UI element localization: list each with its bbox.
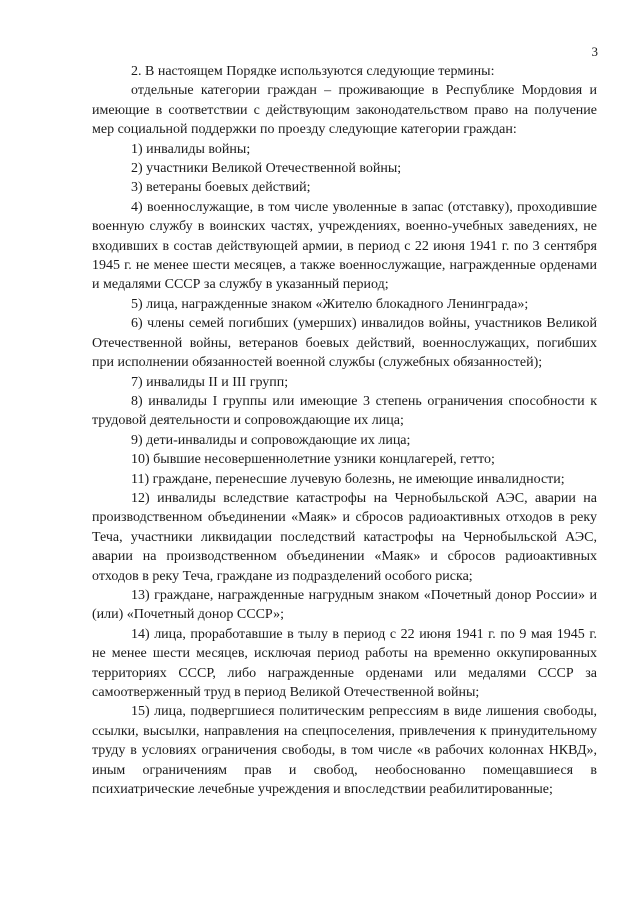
list-item: 11) граждане, перенесшие лучевую болезнь, не имеющие инвалидности; [131,471,565,487]
list-item: 6) члены семей погибших (умерших) инвалидов войны, участников Великой Отечественной войны, ветеранов боевых действий, военнослужащих, погибших при исполнении обязанностей военной службы (служебных обязанностей); [92,316,597,371]
list-item: 1) инвалиды войны; [131,141,251,157]
list-item: 15) лица, подвергшиеся политическим репрессиям в виде лишения свободы, ссылки, высылки, направления на спецпоселения, привлечения к принудительному труду в условиях ограничения свободы, в том числе «в рабочих колоннах НКВД», иным ограничениям прав и свобод, необоснованно помещавшиеся в психиатрические лечебные учреждения и впоследствии реабилитированные; [92,704,597,798]
list-item: 8) инвалиды I группы или имеющие 3 степень ограничения способности к трудовой деятельности и сопровождающие их лица; [92,393,597,429]
list-item: 10) бывшие несовершеннолетние узники концлагерей, гетто; [131,452,495,468]
list-item: 5) лица, награжденные знаком «Жителю блокадного Ленинграда»; [131,296,529,312]
list-item: 13) граждане, награжденные нагрудным знаком «Почетный донор России» и (или) «Почетный донор СССР»; [92,587,597,623]
list-item: 3) ветераны боевых действий; [131,180,311,196]
definition-paragraph: отдельные категории граждан – проживающие в Республике Мордовия и имеющие в соответствии с действующим законодательством право на получение мер социальной поддержки по проезду следующие категории граждан: [92,83,597,138]
section-heading: 2. В настоящем Порядке используются следующие термины: [131,64,495,79]
list-item: 12) инвалиды вследствие катастрофы на Чернобыльской АЭС, аварии на производственном объединении «Маяк» и сбросов радиоактивных отходов в реку Теча, участники ликвидации последствий катастрофы на Чернобыльской АЭС, аварии на производственном объединении «Маяк» и сбросов радиоактивных отходов в реку Теча, граждане из подразделений особого риска; [92,490,597,584]
list-item: 14) лица, проработавшие в тылу в период с 22 июня 1941 г. по 9 мая 1945 г. не менее шести месяцев, исключая период работы на временно оккупированных территориях СССР, либо награжденные орденами или медалями СССР за самоотверженный труд в период Великой Отечественной войны; [92,626,597,700]
list-item: 4) военнослужащие, в том числе уволенные в запас (отставку), проходившие военную службу в воинских частях, учреждениях, военно-учебных заведениях, не входивших в состав действующей армии, в период с 22 июня 1941 г. по 3 сентября 1945 г. не менее шести месяцев, а также военнослужащие, награжденные орденами и медалями СССР за службу в указанный период; [92,199,597,293]
list-item: 9) дети-инвалиды и сопровождающие их лица; [131,432,411,448]
list-item: 7) инвалиды II и III групп; [131,374,289,390]
document-body [92,62,597,799]
page-number: 3 [591,44,598,59]
list-item: 2) участники Великой Отечественной войны; [131,161,402,177]
